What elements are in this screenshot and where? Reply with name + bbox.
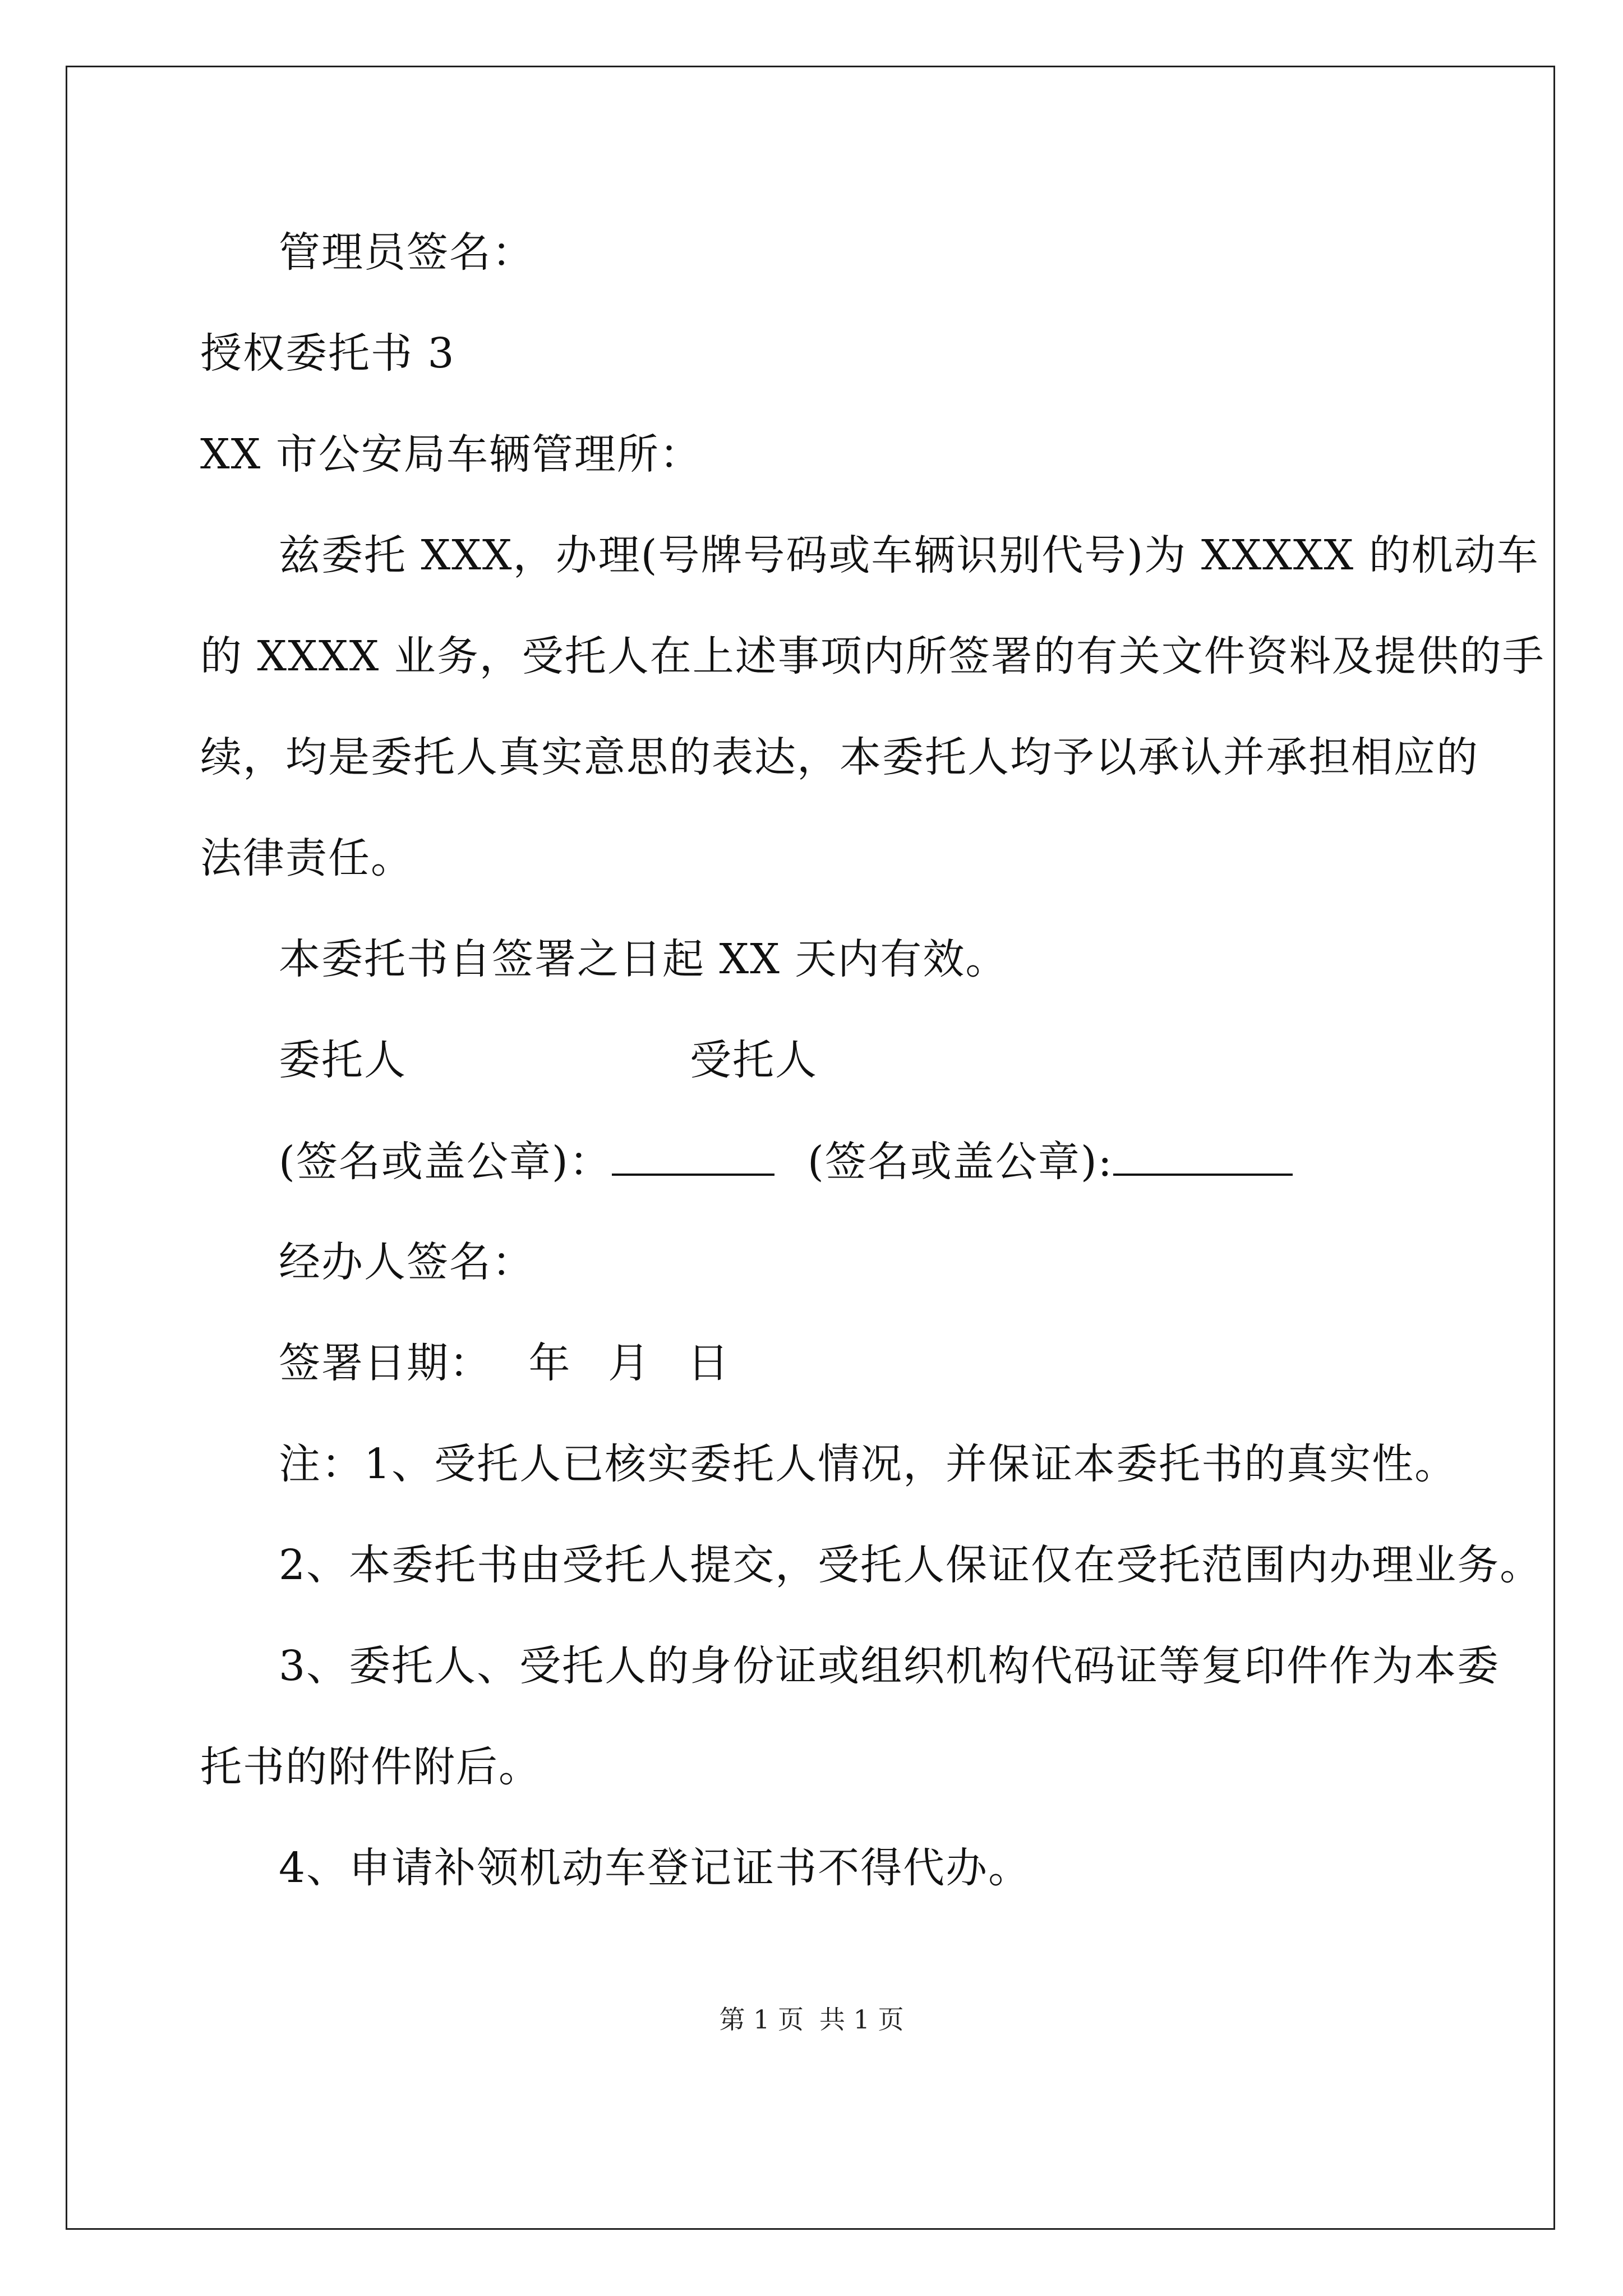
- date-day: 日: [687, 1339, 730, 1387]
- admin-signature-line: 管理员签名：: [279, 228, 534, 277]
- agent-signature-blank[interactable]: [1113, 1133, 1293, 1176]
- note-2: 2、本委托书由受托人提交，受托人保证仅在受托范围内办理业务。: [279, 1541, 1543, 1589]
- paragraph-line: 法律责任。: [200, 834, 413, 882]
- agent-signature-line: [808, 1133, 1293, 1189]
- paragraph-line: 3、委托人、受托人的身份证或组织机构代码证等复印件作为本委: [279, 1642, 1500, 1690]
- note-1: 注：1、受托人已核实委托人情况，并保证本委托书的真实性。: [279, 1440, 1458, 1488]
- validity-line: 本委托书自签署之日起 XX 天内有效。: [279, 935, 1008, 983]
- handler-signature-line: 经办人签名：: [279, 1238, 534, 1286]
- agent-sign-seal-label: (签名或盖公章):: [808, 1138, 1113, 1186]
- document-title: 授权委托书 3: [200, 329, 455, 378]
- page-footer: [0, 2003, 1623, 2036]
- delegation-paragraph: [200, 527, 1545, 931]
- agent-label: 受托人: [690, 1036, 818, 1084]
- paragraph-line: 托书的附件附后。: [200, 1743, 541, 1791]
- page-number: 第 1 页: [719, 2004, 804, 2035]
- paragraph-line: 的 XXXX 业务，受托人在上述事项内所签署的有关文件资料及提供的手: [200, 632, 1545, 680]
- signing-date-line: [279, 1335, 730, 1391]
- paragraph-line: 兹委托 XXX，办理(号牌号码或车辆识别代号)为 XXXXX 的机动车: [279, 531, 1539, 579]
- date-label: 签署日期：: [279, 1339, 492, 1387]
- date-year: 年: [528, 1339, 571, 1387]
- principal-sign-seal-label: (签名或盖公章)：: [279, 1138, 612, 1186]
- note-4: 4、申请补领机动车登记证书不得代办。: [279, 1844, 1031, 1892]
- addressee-line: XX 市公安局车辆管理所：: [200, 430, 702, 478]
- note-3: [200, 1638, 1500, 1840]
- principal-label: 委托人: [279, 1036, 407, 1084]
- principal-signature-line: [279, 1133, 774, 1189]
- date-month: 月: [608, 1339, 651, 1387]
- paragraph-line: 续，均是委托人真实意思的表达，本委托人均予以承认并承担相应的: [200, 733, 1479, 781]
- principal-signature-blank[interactable]: [612, 1133, 774, 1176]
- page-total: 共 1 页: [819, 2004, 904, 2035]
